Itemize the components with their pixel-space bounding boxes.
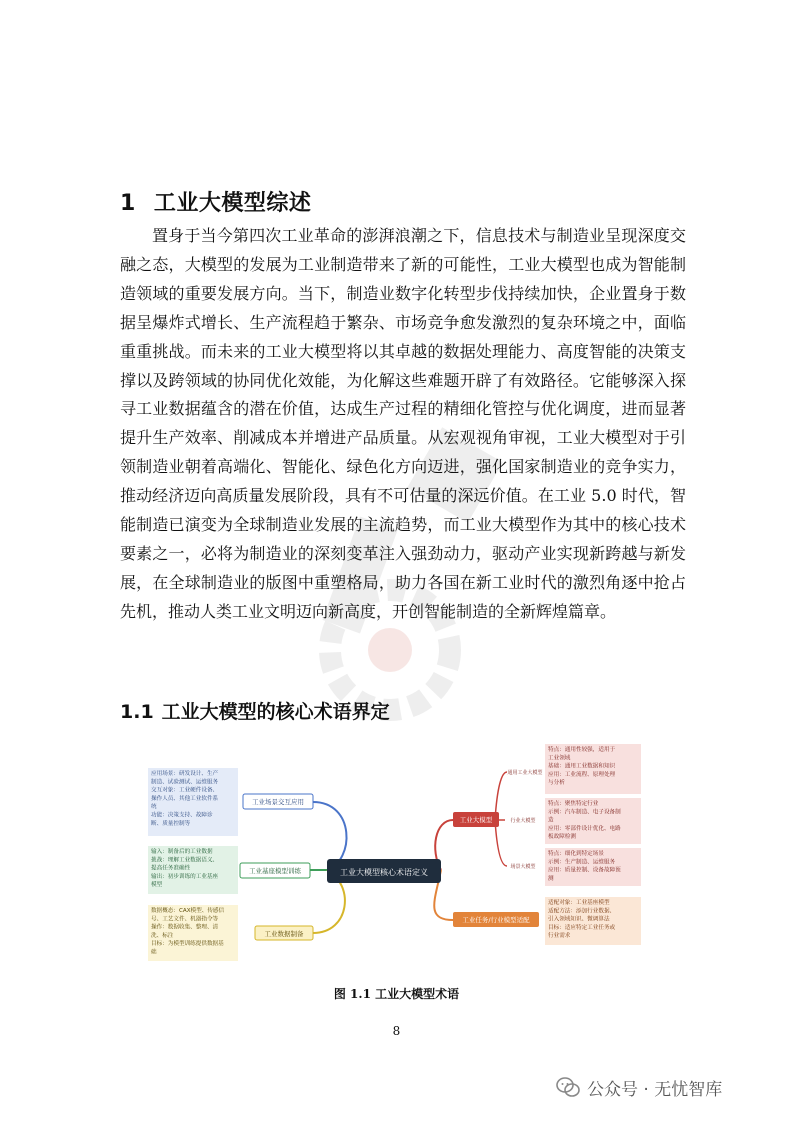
detail-industry-line: 板故障检测 [548, 834, 576, 841]
branch-label-model: 工业大模型 [459, 816, 493, 824]
detail-base-line: 提高任务准确性 [151, 865, 191, 872]
detail-scene-line: 功能：决策支持、故障诊 [151, 812, 213, 819]
branch-label-adapt: 工业任务/行业模型适配 [462, 916, 530, 924]
detail-scene-line: 断、质量控制等 [151, 820, 191, 827]
page-number: 8 [392, 1024, 401, 1038]
mindmap [145, 740, 655, 975]
detail-adapt-line: 适配方法：添加行业数据、 [548, 908, 616, 915]
section-number: 1 [120, 191, 136, 216]
detail-base-line: 输出：初步训练的工业基座 [151, 873, 219, 880]
section-heading-1 [120, 186, 720, 217]
detail-general-line: 与分析 [548, 780, 565, 787]
detail-scene-line: 统 [151, 804, 157, 811]
detail-base-line: 挑战：理解工业数据语义、 [151, 857, 219, 864]
detail-scene-line: 交互对象：工业硬件设备、 [151, 787, 219, 794]
detail-base-line: 输入：制备后的工业数据 [151, 849, 213, 855]
detail-adapt-line: 行业需求 [548, 933, 571, 940]
detail-industry-line: 造 [548, 817, 554, 824]
detail-data-line: 操作：数据收集、整理、清 [151, 924, 219, 931]
detail-scene-line: 操作人员、其他工业软件系 [151, 795, 219, 802]
detail-base-line: 模型 [151, 882, 163, 889]
detail-adapt-line: 目标：适应特定工业任务或 [548, 924, 616, 931]
watermark-text: 公众号 · 无忧智库 [587, 1079, 723, 1100]
subsection-number: 1.1 [120, 701, 154, 723]
sub-label-general: 通用工业大模型 [507, 770, 543, 776]
sub-label-scene: 场景大模型 [510, 864, 536, 870]
figure-caption: 图 1.1 工业大模型术语 [333, 987, 460, 1001]
center-node: 工业大模型核心术语定义 [340, 868, 428, 877]
subsection-title: 工业大模型的核心术语界定 [161, 701, 390, 723]
detail-data-line: 数据概态：CAX模型、传感信 [151, 908, 225, 914]
mindmap-figure [145, 740, 655, 975]
detail-scene-model-line: 测 [548, 875, 554, 882]
detail-general-line: 工业领域 [548, 755, 571, 762]
detail-scene-model-line: 应用：质量控制、设备故障预 [548, 867, 621, 874]
detail-scene-line: 制造、试验测试、运维服务 [151, 779, 219, 786]
branch-label-scene: 工业场景交互应用 [252, 798, 304, 806]
detail-data-line: 础 [151, 949, 157, 956]
intro-paragraph: 置身于当今第四次工业革命的澎湃浪潮之下，信息技术与制造业呈现深度交融之态，大模型的发展为工业制造带来了新的可能性，工业大模型也成为智能制造领域的重要发展方向。当下，制造业数字化转型步伐持续加快，企业置身于数据呈爆炸式增长、生产流程趋于繁杂、市场竞争愈发激烈的复杂环境之中，面临重重挑战。而未来的工业大模型将以其卓越的数据处理能力、高度智能的决策支撑以及跨领域的协同优化效能，为化解这些难题开辟了有效路径。它能够深入探寻工业数据蕴含的潜在价值，达成生产过程的精细化管控与优化调度，进而显著提升生产效率、削减成本并增进产品质量。从宏观视角审视，工业大模型对于引领制造业朝着高端化、智能化、绿色化方向迈进，强化国家制造业的竞争实力，推动经济迈向高质量发展阶段，具有不可估量的深远价值。在工业 5.0 时代，智能制造已演变为全球制造业发展的主流趋势，而工业大模型作为其中的核心技术要素之一，必将为制造业的深刻变革注入强劲动力，驱动产业实现新跨越与新发展，在全球制造业的版图中重塑格局，助力各国在新工业时代的激烈角逐中抢占先机，推动人类工业文明迈向新高度，开创智能制造的全新辉煌篇章。 [120, 226, 686, 621]
detail-industry-line: 特点：聚焦特定行业 [548, 801, 599, 807]
detail-general-line: 特点：通用性较强，适用于 [548, 747, 616, 753]
detail-data-line: 洗、标注 [151, 932, 174, 939]
detail-general-line: 基础：通用工业数据和知识 [548, 763, 616, 770]
wechat-icon [555, 1074, 581, 1100]
branch-label-data: 工业数据制备 [264, 930, 304, 938]
detail-scene-model-line: 特点：细化到特定场景 [548, 851, 604, 857]
detail-data-line: 目标：为模型训练提供数据基 [151, 941, 224, 948]
detail-data-line: 号、工艺文件、机器指令等 [151, 916, 219, 923]
detail-scene-line: 应用场景：研发设计、生产 [151, 771, 219, 777]
detail-adapt-line: 引入领域知识、微调算法 [548, 916, 610, 923]
branch-label-base: 工业基座模型训练 [249, 867, 301, 875]
detail-general-line: 应用：工业流程、原理处理 [548, 771, 616, 778]
detail-industry-line: 示例：汽车制造、电子设备制 [548, 809, 621, 816]
detail-scene-model-line: 示例：生产制造、运维服务 [548, 859, 616, 866]
subsection-heading [120, 697, 720, 724]
detail-industry-line: 应用：零部件设计优化、电路 [548, 825, 621, 832]
sub-label-industry: 行业大模型 [510, 818, 536, 824]
detail-adapt-line: 适配对象：工业基座模型 [548, 900, 610, 906]
section-title: 工业大模型综述 [153, 191, 312, 216]
account-watermark [555, 1074, 722, 1100]
